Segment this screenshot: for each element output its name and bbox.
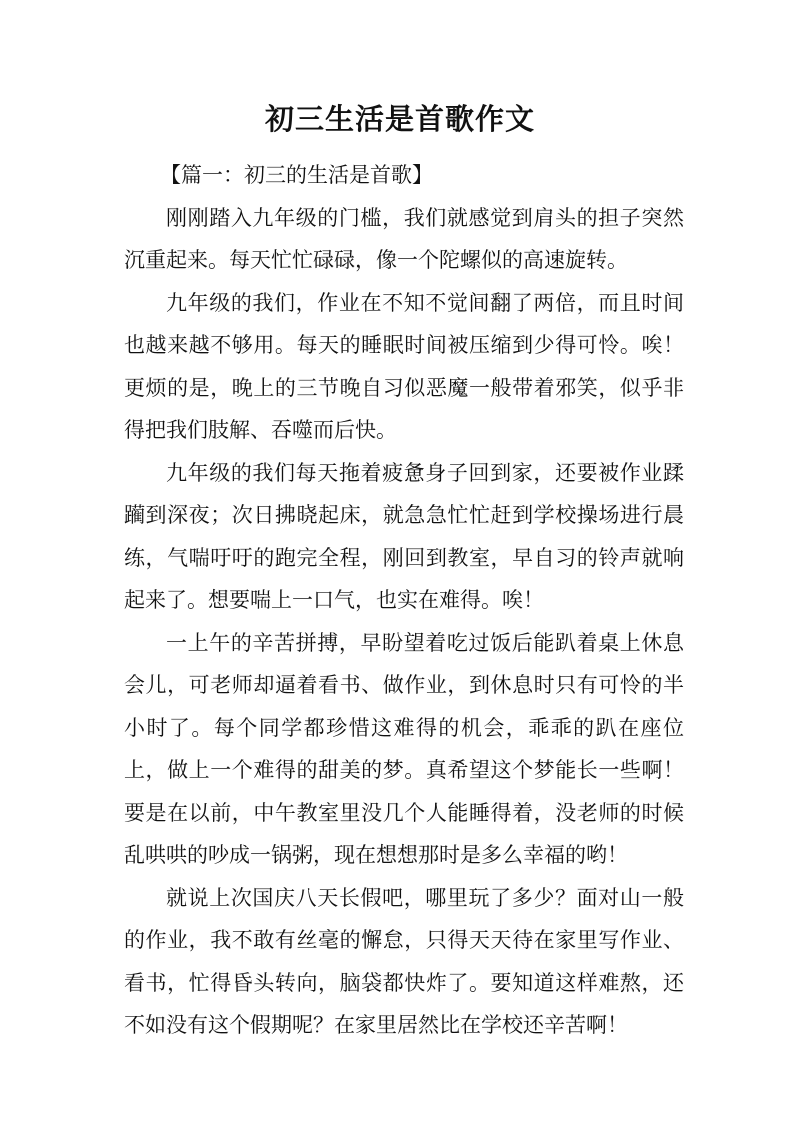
document-body <box>124 154 684 1047</box>
page-title: 初三生活是首歌作文 <box>264 102 535 136</box>
paragraph-3: 九年级的我们每天拖着疲惫身子回到家，还要被作业蹂躏到深夜；次日拂晓起床，就急急忙忙赶到学校操场进行晨练，气喘吁吁的跑完全程，刚回到教室，早自习的铃声就响起来了。想要喘上一口气，也实在难得。唉！ <box>124 460 684 612</box>
paragraph-4: 一上午的辛苦拼搏，早盼望着吃过饭后能趴着桌上休息会儿，可老师却逼着看书、做作业，到休息时只有可怜的半小时了。每个同学都珍惜这难得的机会，乖乖的趴在座位上，做上一个难得的甜美的梦。真希望这个梦能长一些啊！要是在以前，中午教室里没几个人能睡得着，没老师的时候乱哄哄的吵成一锅粥，现在想想那时是多么幸福的哟！ <box>124 630 684 867</box>
section-heading: 【篇一：初三的生活是首歌】 <box>160 163 433 187</box>
paragraph-1: 刚刚踏入九年级的门槛，我们就感觉到肩头的担子突然沉重起来。每天忙忙碌碌，像一个陀螺似的高速旋转。 <box>124 205 684 272</box>
paragraph-2: 九年级的我们，作业在不知不觉间翻了两倍，而且时间也越来越不够用。每天的睡眠时间被压缩到少得可怜。唉！更烦的是，晚上的三节晚自习似恶魔一般带着邪笑，似乎非得把我们肢解、吞噬而后快。 <box>124 290 684 442</box>
paragraph-5: 就说上次国庆八天长假吧，哪里玩了多少？面对山一般的作业，我不敢有丝毫的懈怠，只得天天待在家里写作业、看书，忙得昏头转向，脑袋都快炸了。要知道这样难熬，还不如没有这个假期呢？在家里居然比在学校还辛苦啊！ <box>124 885 684 1037</box>
